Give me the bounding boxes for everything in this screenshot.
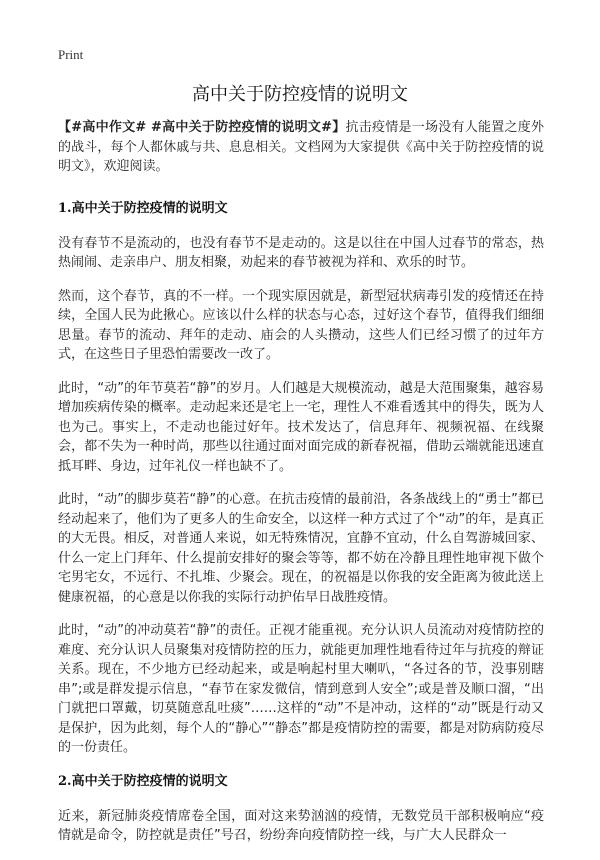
print-link[interactable]: Print <box>58 47 84 62</box>
section-paragraph: 此时，“动”的脚步莫若“静”的心意。在抗击疫情的最前沿，各条战线上的“勇士”都已经动起来了，他们为了更多人的生命安全，以这样一种方式过了个“动”的年，是真正的大无畏。相反，对普通人来说，如无特殊情况，宜静不宜动，什么自驾游城回家、什么一定上门拜年、什么提前安排好的聚会等等，都不妨在冷静且理性地审视下做个宅男宅女，不远行、不扎堆、少聚会。现在，的祝福是以你我的安全距离为彼此送上健康祝福，的心意是以你我的实际行动护佑早日战胜疫情。 <box>58 492 544 605</box>
section-paragraph: 近来，新冠肺炎疫情席卷全国，面对这来势汹汹的疫情，无数党员干部积极响应“疫情就是命令，防控就是责任”号召，纷纷奔向疫情防控一线，与广大人民群众一 <box>58 808 544 843</box>
section-2 <box>58 772 544 846</box>
section-1 <box>58 199 544 758</box>
intro-tag: 【#高中作文# #高中关于防控疫情的说明文#】 <box>58 120 346 135</box>
article-body <box>58 118 544 860</box>
section-paragraph: 然而，这个春节，真的不一样。一个现实原因就是，新型冠状病毒引发的疫情还在持续，全国人民为此揪心。应该以什么样的状态与心态，过好这个春节，值得我们细细思量。春节的流动、拜年的走动、庙会的人头攒动，这些人们已经习惯了的过年方式，在这些日子里恐怕需要改一改了。 <box>58 288 544 362</box>
section-paragraph: 此时，“动”的冲动莫若“静”的责任。正视才能重视。充分认识人员流动对疫情防控的难度、充分认识人员聚集对疫情防控的压力，就能更加理性地看待过年与抗疫的辩证关系。现在，不少地方已经动起来，或是响起村里大喇叭，“各过各的节，没事别瞎串”;或是群发提示信息，“春节在家发微信，情到意到人安全”;或是普及顺口溜，“出门就把口罩戴，切莫随意乱吐痰”……这样的“动”不是冲动，这样的“动”既是行动又是保护，因为此刻，每个人的“静心”“静态”都是疫情防控的需要，都是对防病防疫尽的一份责任。 <box>58 623 544 755</box>
section-paragraph: 没有春节不是流动的，也没有春节不是走动的。这是以往在中国人过春节的常态，热热闹闹、走亲串户、朋友相聚，劝起来的春节被视为祥和、欢乐的时节。 <box>58 235 544 270</box>
section-heading: 1.高中关于防控疫情的说明文 <box>58 200 228 216</box>
section-paragraph: 此时，“动”的年节莫若“静”的岁月。人们越是大规模流动，越是大范围聚集，越容易增加疾病传染的概率。走动起来还是宅上一宅，理性人不难看透其中的得失，既为人也为己。事实上，不走动也能过好年。技术发达了，信息拜年、视频祝福、在线聚会，都不失为一种时尚，那些以往通过面对面完成的新春祝福，借助云端就能迅速直抵耳畔、身边，过年礼仪一样也缺不了。 <box>58 380 544 474</box>
intro-paragraph <box>58 118 544 177</box>
intro-text: 抗击疫情是一场没有人能置之度外的战斗，每个人都休戚与共、息息相关。文档网为大家提供《高中关于防控疫情的说明文》，欢迎阅读。 <box>58 120 544 174</box>
document-title: 高中关于防控疫情的说明文 <box>192 84 408 105</box>
section-heading: 2.高中关于防控疫情的说明文 <box>58 773 228 789</box>
